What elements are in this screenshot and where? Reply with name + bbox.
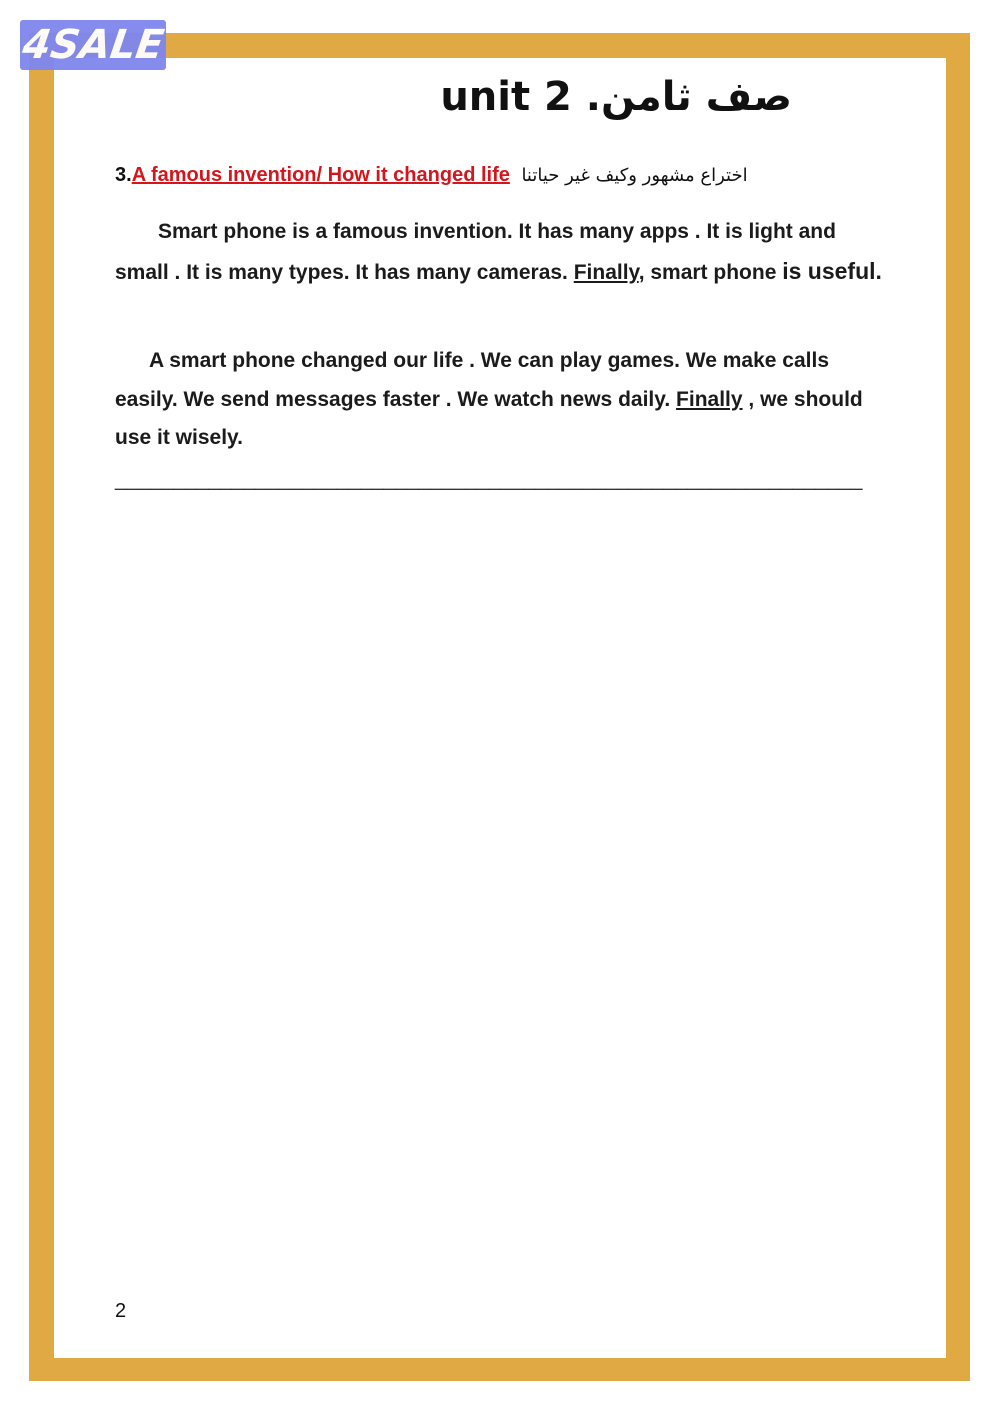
document-title: صف ثامن. unit 2 bbox=[440, 74, 792, 120]
writing-blank-line: ________________________________________________________________ bbox=[115, 468, 863, 491]
section-heading bbox=[115, 164, 835, 187]
paragraph2-text: A smart phone changed our life . We can play games. We make calls easily. We send messages faster . We watch news daily. bbox=[115, 349, 830, 411]
paragraph-invention bbox=[115, 213, 885, 292]
4sale-watermark-logo bbox=[20, 20, 166, 70]
paragraph2-text-cont: , we should use it wisely. bbox=[115, 387, 863, 449]
heading-number: 3. bbox=[115, 164, 132, 186]
paragraph1-finally: Finally bbox=[573, 260, 639, 284]
page-number: 2 bbox=[115, 1300, 127, 1322]
paragraph1-text: Smart phone is a famous invention. It has many apps . It is light and small . It is many types. It has many cameras. bbox=[115, 220, 836, 284]
paragraph1-text-cont: , smart phone bbox=[638, 260, 783, 284]
heading-arabic-translation: اختراع مشهور وكيف غير حياتنا bbox=[521, 165, 748, 186]
paragraph2-finally: Finally bbox=[676, 387, 743, 411]
paragraph1-is-useful: is useful. bbox=[782, 257, 882, 284]
paragraph-changed-life bbox=[115, 342, 885, 458]
watermark-logo-text: 4SALE bbox=[19, 22, 167, 68]
heading-topic: A famous invention/ How it changed life bbox=[131, 164, 510, 186]
